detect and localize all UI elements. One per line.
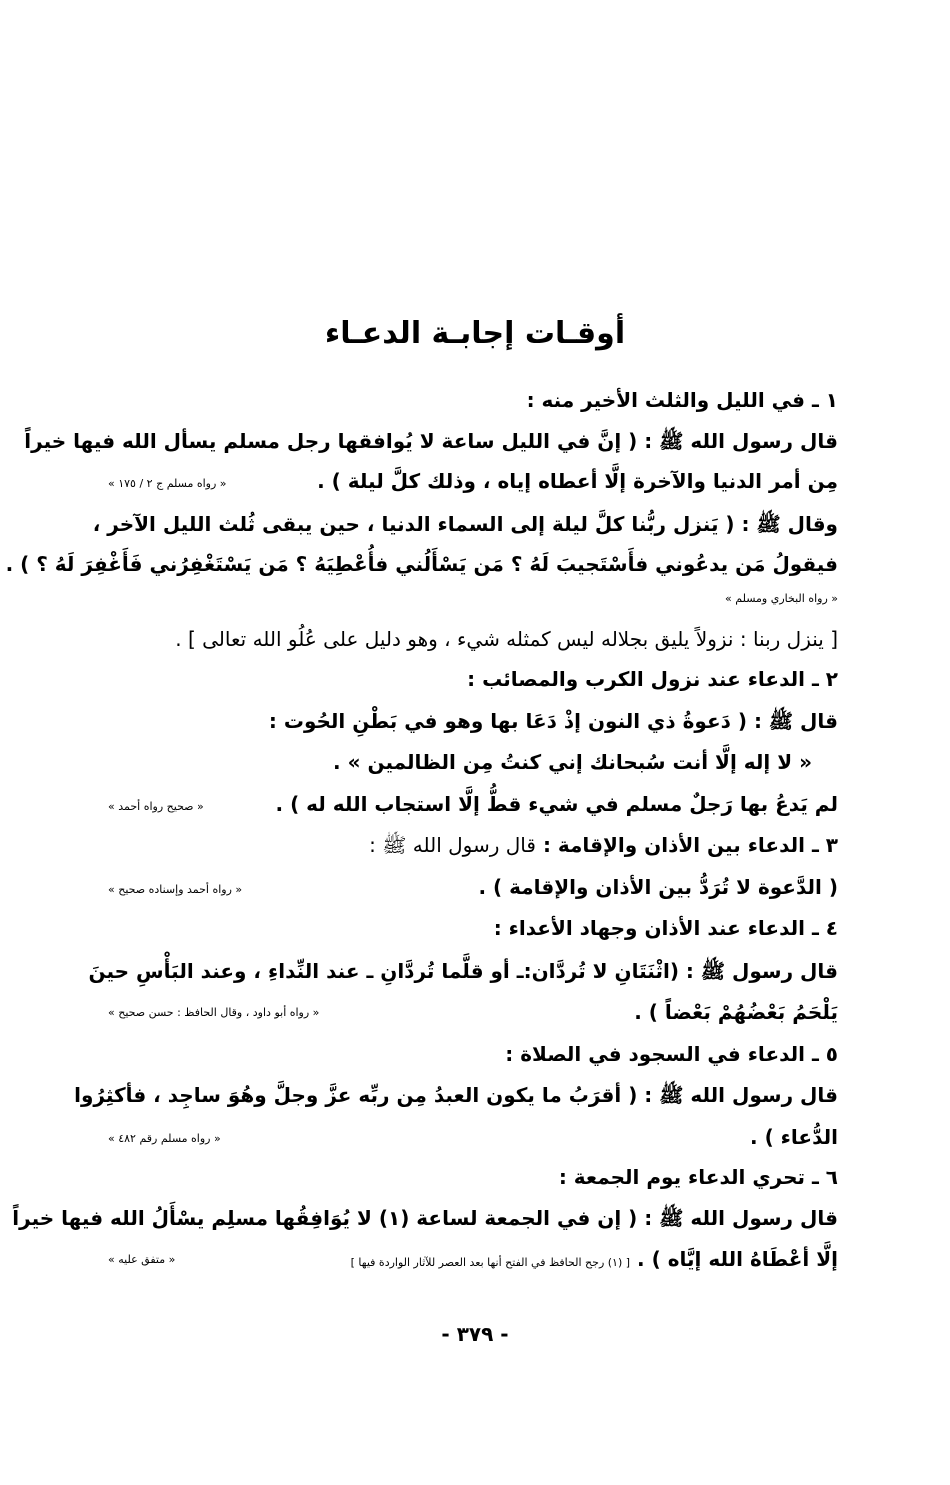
section-6-line-1: قال رسول الله ﷺ : ( إن في الجمعة لساعة (١) لا يُوَافِقُها مسلِم يسْأَلُ الله فيها خيراً bbox=[12, 1206, 838, 1230]
section-3-heading-title: ٣ ـ الدعاء بين الأذان والإقامة : bbox=[542, 833, 838, 857]
section-5-reference: « رواه مسلم رقم ٤٨٢ » bbox=[108, 1132, 221, 1145]
section-2-line-2: « لا إله إلَّا أنت سُبحانك إني كنتُ مِن الظالمين » . bbox=[333, 750, 812, 774]
section-5-line-1: قال رسول الله ﷺ : ( أقرَبُ ما يكون العبدُ مِن ربِّه عزَّ وجلَّ وهُوَ ساجِد ، فأكثِرُوا bbox=[74, 1083, 838, 1107]
section-4-line-2: يَلْحَمُ بَعْضُهُمْ بَعْضاً ) . bbox=[634, 1000, 838, 1024]
section-3-reference: « رواه أحمد وإسناده صحيح » bbox=[108, 883, 243, 896]
section-4-heading: ٤ ـ الدعاء عند الأذان وجهاد الأعداء : bbox=[493, 916, 838, 940]
section-6-reference: « متفق عليه » bbox=[108, 1253, 176, 1266]
page-title: أوقـات إجابـة الدعـاء bbox=[324, 316, 626, 351]
section-4-line-1: قال رسول ﷺ : (اثْنَتَانِ لا تُردَّان:ـ أو قلَّما تُردَّانِ ـ عند النِّداءِ ، وعند البَأْسِ حينَ bbox=[88, 959, 838, 983]
section-5-line-2: الدُّعاء ) . bbox=[750, 1125, 838, 1149]
section-3-heading-tail: قال رسول الله ﷺ : bbox=[369, 833, 536, 857]
section-6-line-2-text: إلَّا أعْطَاهُ الله إيَّاه ) . bbox=[637, 1247, 838, 1271]
section-4-reference: « رواه أبو داود ، وقال الحافظ : حسن صحيح » bbox=[108, 1006, 320, 1019]
section-1-reference-2: « رواه البخاري ومسلم » bbox=[725, 592, 838, 605]
section-2-line-3: لم يَدعُ بها رَجلٌ مسلم في شيء قطُّ إلَّا استجاب الله له ) . bbox=[275, 792, 838, 816]
section-1-heading: ١ ـ في الليل والثلث الأخير منه : bbox=[526, 388, 838, 412]
section-1-reference-1: « رواه مسلم ج ٢ / ١٧٥ » bbox=[108, 477, 227, 490]
page-number: - ٣٧٩ - bbox=[441, 1322, 509, 1346]
section-6-footnote: [ (١) رجح الحافظ في الفتح أنها بعد العصر للآثار الواردة فيها ] bbox=[350, 1256, 631, 1269]
section-2-reference: « صحيح رواه أحمد » bbox=[108, 800, 204, 813]
section-6-line-2 bbox=[108, 1244, 838, 1278]
section-1-line-1: قال رسول الله ﷺ : ( إنَّ في الليل ساعة لا يُوافقها رجل مسلم يسأل الله فيها خيراً bbox=[24, 429, 838, 453]
section-3-heading bbox=[108, 830, 838, 860]
section-6-heading: ٦ ـ تحري الدعاء يوم الجمعة : bbox=[558, 1165, 838, 1189]
section-1-line-4: فيقولُ مَن يدعُوني فأَسْتَجيبَ لَهُ ؟ مَن يَسْأَلُني فأُعْطِيَهُ ؟ مَن يَسْتَغْفِرُني فَأَغْفِرَ لَهُ ؟ ) . bbox=[5, 552, 838, 576]
section-1-line-2: مِن أمر الدنيا والآخرة إلَّا أعطاه إياه ، وذلك كلَّ ليلة ) . bbox=[317, 469, 838, 493]
section-1-note: [ ينزل ربنا : نزولاً يليق بجلاله ليس كمثله شيء ، وهو دليل على عُلُو الله تعالى ] . bbox=[175, 627, 838, 651]
section-2-heading: ٢ ـ الدعاء عند نزول الكرب والمصائب : bbox=[467, 667, 838, 691]
section-3-line-1: ( الدَّعوة لا تُرَدُّ بين الأذان والإقامة ) . bbox=[478, 875, 838, 899]
section-2-line-1: قال ﷺ : ( دَعوةُ ذي النون إذْ دَعَا بها وهو في بَطْنِ الحُوت : bbox=[268, 709, 838, 733]
section-5-heading: ٥ ـ الدعاء في السجود في الصلاة : bbox=[505, 1042, 838, 1066]
section-1-line-3: وقال ﷺ : ( يَنزل ربُّنا كلَّ ليلة إلى السماء الدنيا ، حين يبقى ثُلث الليل الآخر ، bbox=[92, 512, 838, 536]
